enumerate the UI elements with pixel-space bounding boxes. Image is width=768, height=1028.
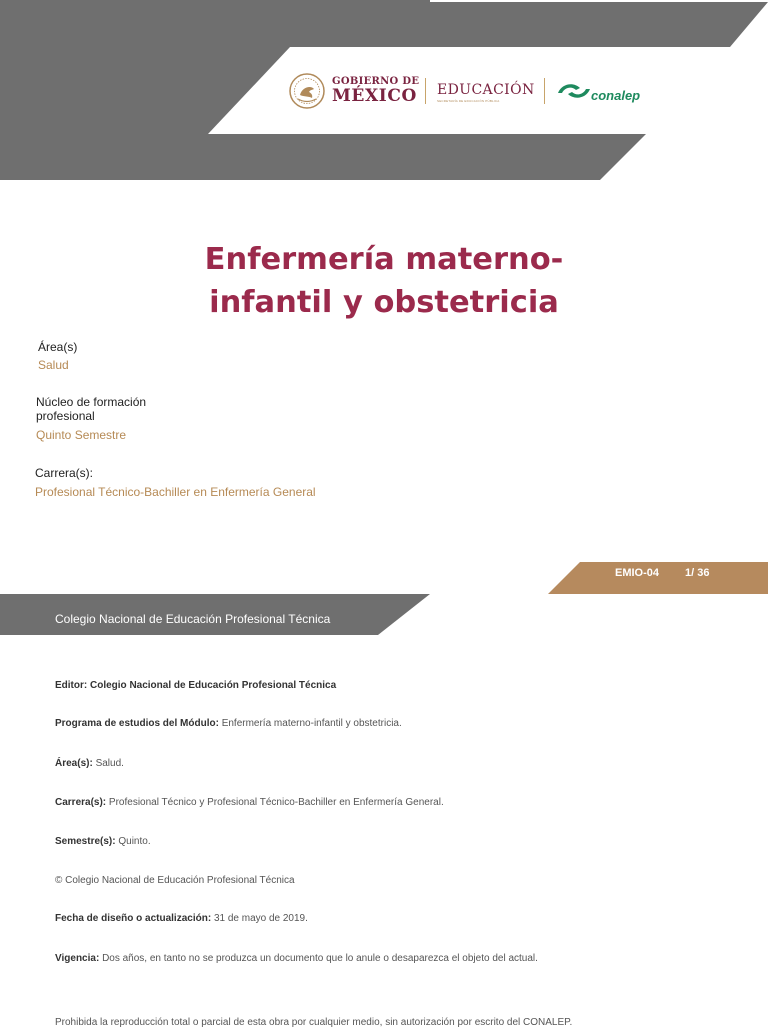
header-top-line <box>430 0 768 2</box>
carrera-label: Carrera(s): <box>35 466 94 480</box>
credit-fecha: Fecha de diseño o actualización: 31 de mayo de 2019. <box>55 913 308 924</box>
credit-vigencia: Vigencia: Dos años, en tanto no se produzca un documento que lo anule o desaparezca el objeto del actual. <box>55 953 538 964</box>
gobierno-line1: GOBIERNO DE <box>332 76 420 87</box>
nucleo-label: Núcleo de formación profesional <box>36 395 147 423</box>
carrera-value: Profesional Técnico-Bachiller en Enfermería General <box>35 485 316 499</box>
page-number: 1/ 36 <box>685 567 710 579</box>
credit-carrera: Carrera(s): Profesional Técnico y Profesional Técnico-Bachiller en Enfermería General. <box>55 797 444 808</box>
conalep-logo-text: conalep <box>591 88 641 103</box>
area-value: Salud <box>38 358 69 372</box>
credit-semestre: Semestre(s): Quinto. <box>55 836 151 847</box>
credit-editor: Editor: Colegio Nacional de Educación Profesional Técnica <box>55 680 337 691</box>
educacion-logo-subtitle: SECRETARÍA DE EDUCACIÓN PÚBLICA <box>437 99 500 103</box>
area-label: Área(s) <box>38 340 78 354</box>
document-title: Enfermería materno-infantil y obstetricia <box>204 242 564 320</box>
educacion-logo-text: EDUCACIÓN <box>437 82 535 98</box>
logo-separator <box>425 78 426 104</box>
logo-separator <box>544 78 545 104</box>
document-code: EMIO-04 <box>615 567 660 579</box>
credit-copyright: © Colegio Nacional de Educación Profesional Técnica <box>55 875 295 886</box>
conalep-logo-icon <box>556 80 592 102</box>
mexico-seal-icon <box>289 73 325 109</box>
gobierno-line2: MÉXICO <box>332 86 417 106</box>
credit-programa: Programa de estudios del Módulo: Enfermería materno-infantil y obstetricia. <box>55 718 402 729</box>
institution-band-text: Colegio Nacional de Educación Profesional Técnica <box>55 612 331 626</box>
credit-area: Área(s): Salud. <box>55 758 124 769</box>
nucleo-value: Quinto Semestre <box>36 428 127 442</box>
credit-prohibida: Prohibida la reproducción total o parcial de esta obra por cualquier medio, sin autorización por escrito del CONALEP. <box>55 1017 573 1028</box>
